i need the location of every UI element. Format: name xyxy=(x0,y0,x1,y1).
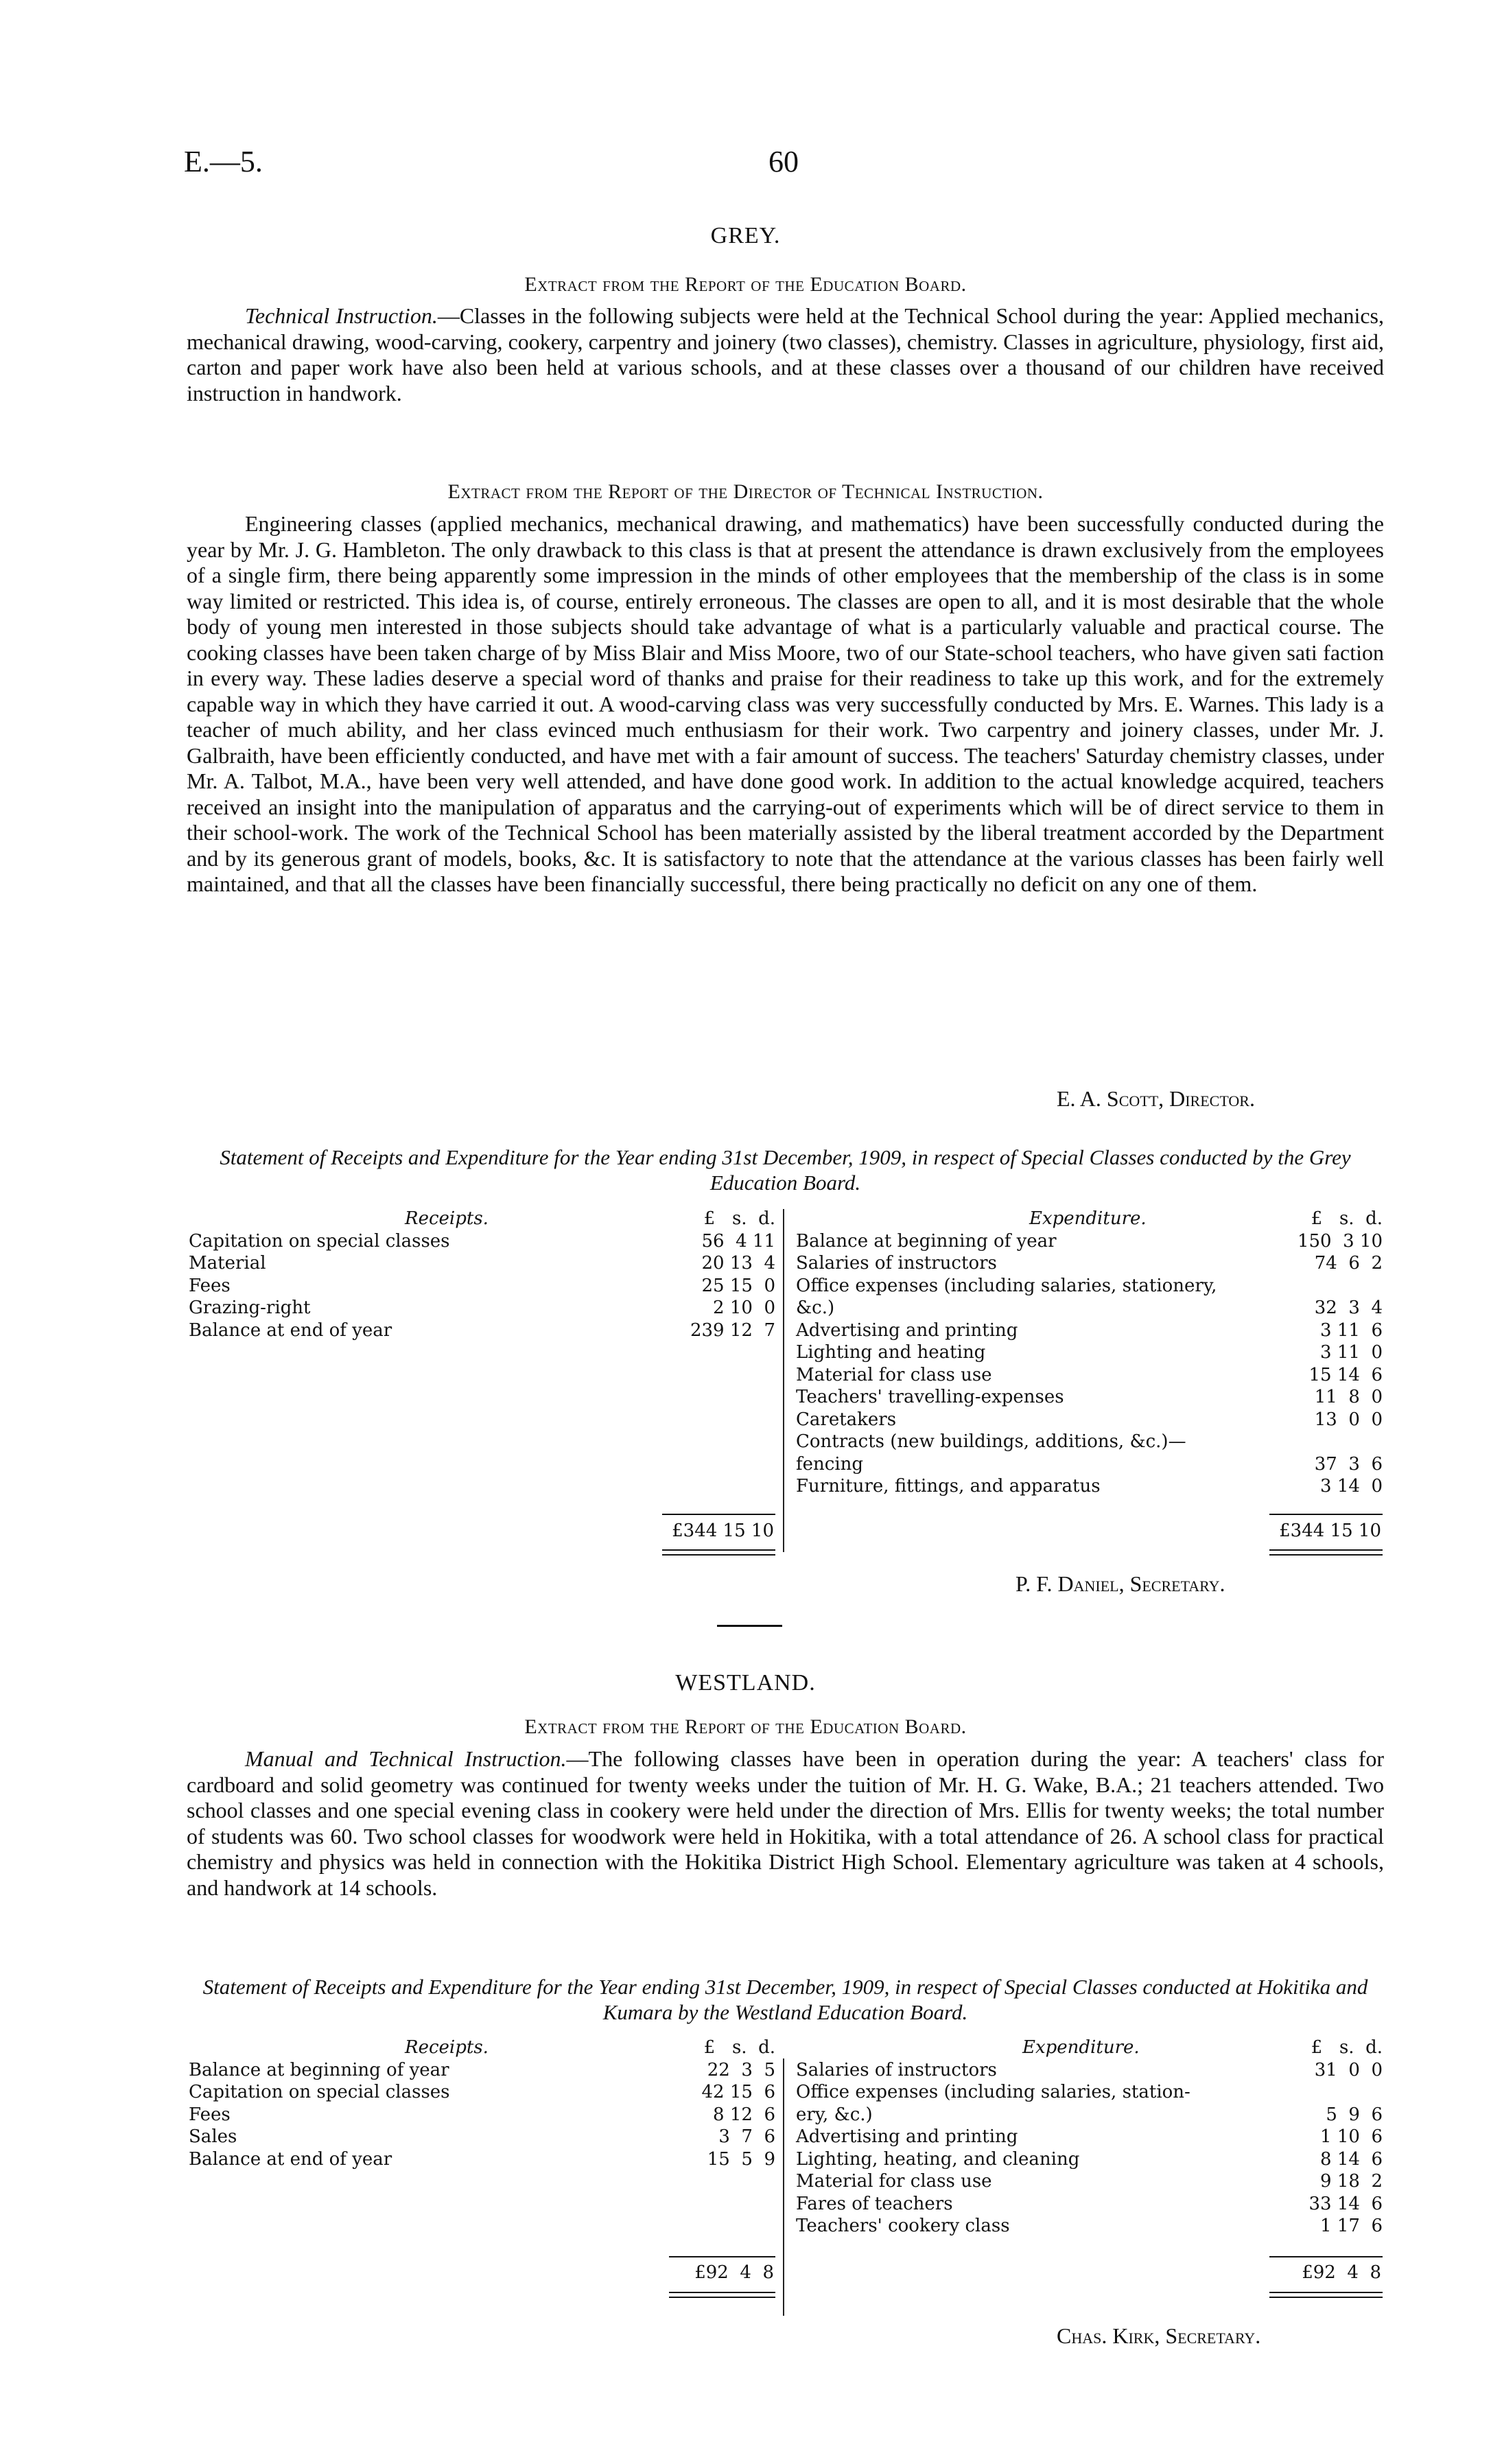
westland-receipt-amount: 8 12 6 xyxy=(713,2104,775,2125)
grey-expenditure-row xyxy=(796,1252,1383,1275)
westland-expenditure-table xyxy=(796,2037,1383,2238)
westland-expenditure-label: Advertising and printing xyxy=(796,2126,1018,2147)
westland-receipt-row xyxy=(189,2059,775,2082)
westland-expenditure-amount: 31 0 0 xyxy=(1314,2059,1383,2080)
grey-board-paragraph xyxy=(187,303,1384,406)
grey-receipts-table xyxy=(189,1208,775,1341)
grey-expenditure-amount: 13 0 0 xyxy=(1314,1409,1383,1430)
westland-receipt-label: Fees xyxy=(189,2104,231,2125)
westland-receipt-label: Balance at beginning of year xyxy=(189,2059,449,2080)
grey-expenditure-total-rule xyxy=(1269,1549,1383,1556)
grey-expenditure-label: Teachers' travelling-expenses xyxy=(796,1387,1064,1407)
grey-expenditure-row xyxy=(796,1230,1383,1253)
westland-receipt-row xyxy=(189,2148,775,2171)
page-number: 60 xyxy=(768,145,799,178)
grey-expenditure-amount: 74 6 2 xyxy=(1314,1253,1383,1274)
grey-expenditure-header-row xyxy=(796,1208,1383,1230)
grey-receipt-amount: 20 13 4 xyxy=(701,1253,775,1274)
westland-expenditure-amount: 1 10 6 xyxy=(1320,2126,1383,2147)
grey-receipts-header-row xyxy=(189,1208,775,1230)
westland-expenditure-row xyxy=(796,2215,1383,2238)
westland-receipt-amount: 42 15 6 xyxy=(701,2082,775,2102)
grey-expenditure-rule xyxy=(1269,1514,1383,1515)
westland-expenditure-row xyxy=(796,2148,1383,2171)
westland-statement-caption: Statement of Receipts and Expenditure for the Year ending 31st December, 1909, in respect of Special Classes conducted at Hokitika and Kumara by the Westland Education Board. xyxy=(202,1975,1368,2024)
grey-receipt-amount: 239 12 7 xyxy=(690,1319,775,1341)
westland-receipts-total: £92 4 8 xyxy=(694,2262,774,2283)
westland-expenditure-amount: 1 17 6 xyxy=(1320,2216,1383,2236)
grey-expenditure-total: £344 15 10 xyxy=(1279,1521,1381,1541)
westland-expenditure-row xyxy=(796,2170,1383,2193)
grey-expenditure-label: Office expenses (including salaries, stationery, xyxy=(796,1275,1217,1296)
westland-text: —The following classes have been in operation during the year: A teachers' class for cardboard and solid geometry was continued for twenty weeks under the tuition of Mr. H. G. Wake, B.A.; 21 teachers attended. Two school classes and one special evening class in cookery were held under the direction of Mrs. Ellis for twenty weeks; the total number of students was 60. Two school classes for woodwork were held in Hokitika, with a total attendance of 26. A school class for practical chemistry and physics was held in connection with the Hokitika District High School. Elementary agriculture was taken at 4 schools, and handwork at 14 schools. xyxy=(187,1746,1385,1900)
grey-receipt-row xyxy=(189,1275,775,1298)
grey-director-paragraph xyxy=(187,511,1384,897)
westland-receipt-amount: 22 3 5 xyxy=(707,2059,775,2080)
westland-secretary-signature: Chas. Kirk, Secretary. xyxy=(1057,2323,1261,2348)
grey-expenditure-label: &c.) xyxy=(796,1298,835,1318)
westland-receipts-rule xyxy=(669,2256,775,2257)
westland-expenditure-label: Material for class use xyxy=(796,2171,992,2192)
westland-expenditure-label: Lighting, heating, and cleaning xyxy=(796,2148,1080,2170)
grey-expenditure-row xyxy=(796,1341,1383,1364)
grey-expenditure-amount: 37 3 6 xyxy=(1314,1453,1383,1475)
grey-statement-caption: Statement of Receipts and Expenditure for the Year ending 31st December, 1909, in respect of Special Classes conducted by the Grey Education Board. xyxy=(220,1145,1351,1195)
westland-lead: Manual and Technical Instruction. xyxy=(245,1746,567,1771)
westland-expenditure-label: Salaries of instructors xyxy=(796,2059,997,2080)
westland-receipt-row xyxy=(189,2081,775,2104)
grey-expenditure-label: Furniture, fittings, and apparatus xyxy=(796,1476,1101,1497)
westland-receipts-table xyxy=(189,2037,775,2170)
westland-receipts-money-heading: £ s. d. xyxy=(703,2037,775,2058)
grey-table-divider xyxy=(783,1209,784,1552)
document-reference: E.—5. xyxy=(184,145,263,178)
grey-board-text: —Classes in the following subjects were held at the Technical School during the year: Applied mechanics, mechanical drawing, wood-carving, cookery, carpentry and joinery (two classes), chemistry. Classes in agriculture, physiology, first aid, carton and paper work have also been held at various schools, and at these classes over a thousand of our children have received instruction in handwork. xyxy=(187,303,1385,406)
grey-expenditure-row xyxy=(796,1386,1383,1409)
grey-expenditure-table xyxy=(796,1208,1383,1498)
westland-receipt-row xyxy=(189,2126,775,2148)
westland-expenditure-heading: Expenditure. xyxy=(1022,2037,1140,2058)
westland-receipts-heading: Receipts. xyxy=(405,2037,489,2058)
grey-expenditure-label: Salaries of instructors xyxy=(796,1253,997,1274)
grey-receipt-row xyxy=(189,1319,775,1342)
grey-expenditure-label: Advertising and printing xyxy=(796,1319,1018,1341)
grey-extract-heading-board: Extract from the Report of the Education Board. xyxy=(524,273,967,296)
grey-receipt-label: Capitation on special classes xyxy=(189,1230,450,1252)
grey-receipt-amount: 25 15 0 xyxy=(701,1275,775,1296)
grey-expenditure-row xyxy=(796,1319,1383,1342)
westland-receipt-label: Balance at end of year xyxy=(189,2148,392,2170)
westland-receipts-header-row xyxy=(189,2037,775,2059)
grey-expenditure-label: Lighting and heating xyxy=(796,1342,986,1363)
westland-receipt-amount: 15 5 9 xyxy=(707,2148,775,2170)
westland-expenditure-total-rule xyxy=(1269,2292,1383,2298)
grey-secretary-signature: P. F. Daniel, Secretary. xyxy=(1015,1571,1225,1596)
grey-receipts-money-heading: £ s. d. xyxy=(703,1208,775,1229)
westland-receipt-amount: 3 7 6 xyxy=(718,2126,775,2147)
grey-receipt-row xyxy=(189,1252,775,1275)
grey-receipts-heading: Receipts. xyxy=(405,1208,489,1229)
grey-expenditure-row xyxy=(796,1275,1383,1298)
westland-expenditure-label: ery, &c.) xyxy=(796,2104,873,2125)
grey-expenditure-label: fencing xyxy=(796,1453,864,1475)
grey-receipt-label: Grazing-right xyxy=(189,1298,311,1318)
westland-expenditure-row xyxy=(796,2126,1383,2148)
grey-expenditure-label: Balance at beginning of year xyxy=(796,1230,1057,1252)
grey-receipts-total: £344 15 10 xyxy=(672,1521,774,1541)
westland-receipt-label: Capitation on special classes xyxy=(189,2082,450,2102)
grey-expenditure-money-heading: £ s. d. xyxy=(1311,1208,1383,1229)
westland-expenditure-label: Fares of teachers xyxy=(796,2193,953,2214)
grey-expenditure-amount: 11 8 0 xyxy=(1314,1387,1383,1407)
westland-receipt-row xyxy=(189,2104,775,2126)
grey-receipt-amount: 2 10 0 xyxy=(713,1298,775,1318)
grey-expenditure-row xyxy=(796,1453,1383,1476)
grey-expenditure-row xyxy=(796,1431,1383,1453)
westland-extract-heading: Extract from the Report of the Education Board. xyxy=(524,1715,967,1738)
grey-director-text: Engineering classes (applied mechanics, mechanical drawing, and mathematics) have been successfully conducted during the year by Mr. J. G. Hambleton. The only drawback to this class is that at present the attendance is drawn exclusively from the employees of a single firm, there being apparently some impression in the minds of other employees that the membership of the class is in some way limited or restricted. This idea is, of course, entirely erroneous. The classes are open to all, and it is most desirable that the whole body of young men interested in those subjects should take advantage of what is a particularly valuable and practical course. The cooking classes have been taken charge of by Miss Blair and Miss Moore, two of our State-school teachers, who have given sati faction in every way. These ladies deserve a special word of thanks and praise for their readiness to take up this work, and for the extremely capable way in which they have carried it out. A wood-carving class was very successfully conducted by Mrs. E. Warnes. This lady is a teacher of much ability, and her class evinced much enthusiasm for their work. Two carpentry and joinery classes, under Mr. J. Galbraith, have been efficiently conducted, and have met with a fair amount of success. The teachers' Saturday chemistry classes, under Mr. A. Talbot, M.A., have been very well attended, and have done good work. In addition to the actual knowledge acquired, teachers received an insight into the manipulation of apparatus and the carrying-out of experiments which will be of direct service to them in their school-work. The work of the Technical School has been materially assisted by the liberal treatment accorded by the Department and by its generous grant of models, books, &c. It is satisfactory to note that the attendance at the various classes has been fairly well maintained, and that all the classes have been financially successful, there being practically no deficit on any one of them. xyxy=(187,511,1384,896)
grey-expenditure-row xyxy=(796,1475,1383,1498)
westland-expenditure-row xyxy=(796,2104,1383,2126)
westland-expenditure-rule xyxy=(1269,2256,1383,2257)
grey-expenditure-row xyxy=(796,1297,1383,1319)
westland-paragraph xyxy=(187,1746,1384,1901)
grey-expenditure-amount: 150 3 10 xyxy=(1297,1230,1383,1252)
grey-receipt-amount: 56 4 11 xyxy=(701,1230,775,1252)
westland-expenditure-total: £92 4 8 xyxy=(1302,2262,1381,2283)
westland-receipt-label: Sales xyxy=(189,2126,237,2147)
grey-receipt-row xyxy=(189,1230,775,1253)
westland-receipts-total-rule xyxy=(669,2292,775,2298)
westland-expenditure-amount: 8 14 6 xyxy=(1320,2148,1383,2170)
grey-expenditure-amount: 3 11 6 xyxy=(1320,1319,1383,1341)
grey-expenditure-row xyxy=(796,1364,1383,1387)
westland-expenditure-amount: 9 18 2 xyxy=(1320,2171,1383,2192)
grey-expenditure-amount: 3 14 0 xyxy=(1320,1476,1383,1497)
grey-expenditure-label: Caretakers xyxy=(796,1409,897,1430)
westland-expenditure-money-heading: £ s. d. xyxy=(1311,2037,1383,2058)
westland-table-divider xyxy=(783,2058,784,2316)
westland-expenditure-label: Teachers' cookery class xyxy=(796,2216,1010,2236)
grey-expenditure-amount: 32 3 4 xyxy=(1314,1298,1383,1318)
grey-expenditure-label: Contracts (new buildings, additions, &c.)— xyxy=(796,1431,1186,1452)
grey-expenditure-amount: 3 11 0 xyxy=(1320,1342,1383,1363)
grey-expenditure-heading: Expenditure. xyxy=(1029,1208,1147,1229)
westland-expenditure-amount: 5 9 6 xyxy=(1326,2104,1383,2125)
westland-expenditure-label: Office expenses (including salaries, station- xyxy=(796,2082,1190,2102)
grey-receipts-rule xyxy=(662,1514,775,1515)
grey-board-lead: Technical Instruction. xyxy=(245,303,438,328)
grey-receipts-total-rule xyxy=(662,1549,775,1556)
grey-receipt-label: Balance at end of year xyxy=(189,1319,392,1341)
grey-receipt-label: Fees xyxy=(189,1275,231,1296)
westland-expenditure-row xyxy=(796,2059,1383,2082)
westland-expenditure-row xyxy=(796,2193,1383,2216)
director-signature: E. A. Scott, Director. xyxy=(1057,1086,1255,1111)
grey-receipt-row xyxy=(189,1297,775,1319)
westland-expenditure-row xyxy=(796,2081,1383,2104)
grey-extract-heading-director: Extract from the Report of the Director of Technical Instruction. xyxy=(447,480,1044,503)
westland-expenditure-header-row xyxy=(796,2037,1383,2059)
grey-receipt-label: Material xyxy=(189,1253,266,1274)
grey-expenditure-row xyxy=(796,1409,1383,1431)
section-title-westland: WESTLAND. xyxy=(675,1670,816,1696)
grey-expenditure-amount: 15 14 6 xyxy=(1308,1364,1383,1385)
section-title-grey: GREY. xyxy=(710,223,781,248)
grey-expenditure-label: Material for class use xyxy=(796,1364,992,1385)
section-divider xyxy=(717,1625,782,1627)
westland-expenditure-amount: 33 14 6 xyxy=(1308,2193,1383,2214)
